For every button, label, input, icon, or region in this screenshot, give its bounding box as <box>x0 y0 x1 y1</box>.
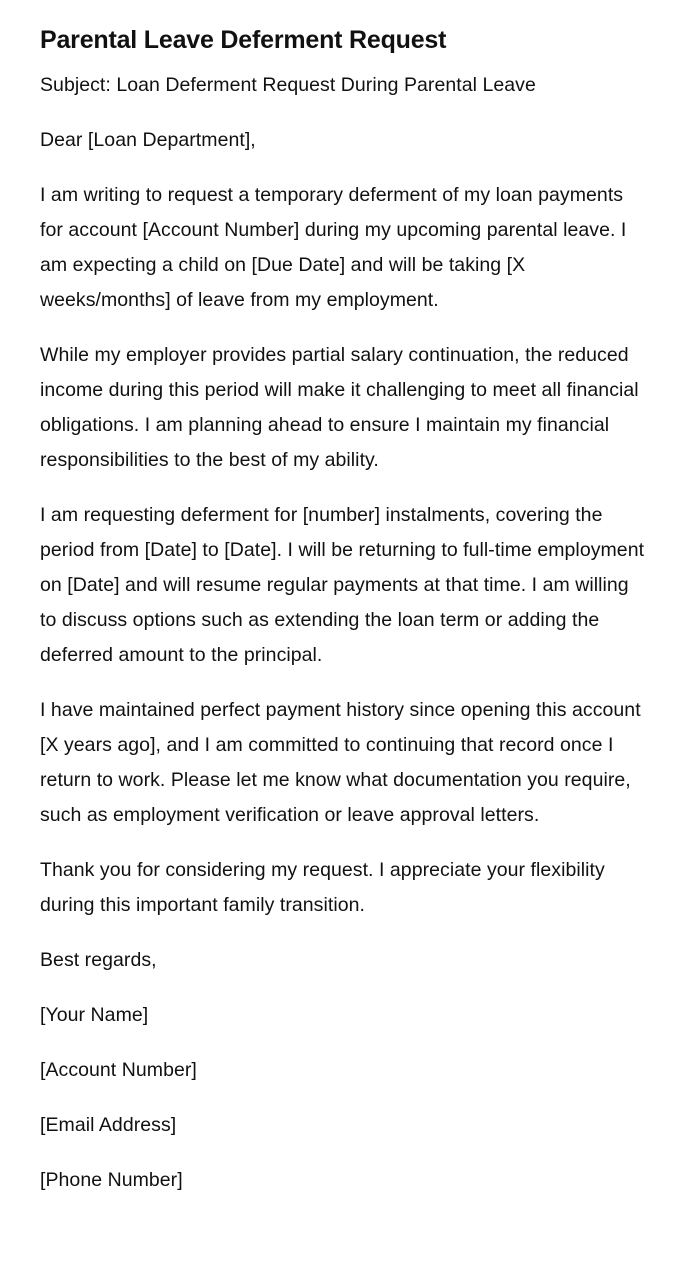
body-paragraph-1: I am writing to request a temporary deferment of my loan payments for account [Account Number] during my upcoming parental leave. I am expecting a child on [Due Date] and will be taking [X weeks/months] of leave from my employment. <box>40 184 627 311</box>
body-paragraph-4: I have maintained perfect payment history since opening this account [X years ago], and I am committed to continuing that record once I return to work. Please let me know what documentation you require, such as employment verification or leave approval letters. <box>40 699 641 826</box>
body-paragraph-3: I am requesting deferment for [number] instalments, covering the period from [Date] to [Date]. I will be returning to full-time employment on [Date] and will resume regular payments at that time. I am willing to discuss options such as extending the loan term or adding the deferred amount to the principal. <box>40 504 645 666</box>
signature-phone: [Phone Number] <box>40 1169 183 1191</box>
document-title: Parental Leave Deferment Request <box>40 26 447 54</box>
letter-document <box>40 22 645 1218</box>
signature-name: [Your Name] <box>40 1004 149 1026</box>
closing: Best regards, <box>40 949 157 971</box>
body-paragraph-5: Thank you for considering my request. I appreciate your flexibility during this important family transition. <box>40 859 605 916</box>
salutation: Dear [Loan Department], <box>40 129 256 151</box>
signature-email: [Email Address] <box>40 1114 177 1136</box>
signature-account-number: [Account Number] <box>40 1059 197 1081</box>
body-paragraph-2: While my employer provides partial salary continuation, the reduced income during this period will make it challenging to meet all financial obligations. I am planning ahead to ensure I maintain my financial responsibilities to the best of my ability. <box>40 344 639 471</box>
subject-line: Subject: Loan Deferment Request During Parental Leave <box>40 74 536 96</box>
